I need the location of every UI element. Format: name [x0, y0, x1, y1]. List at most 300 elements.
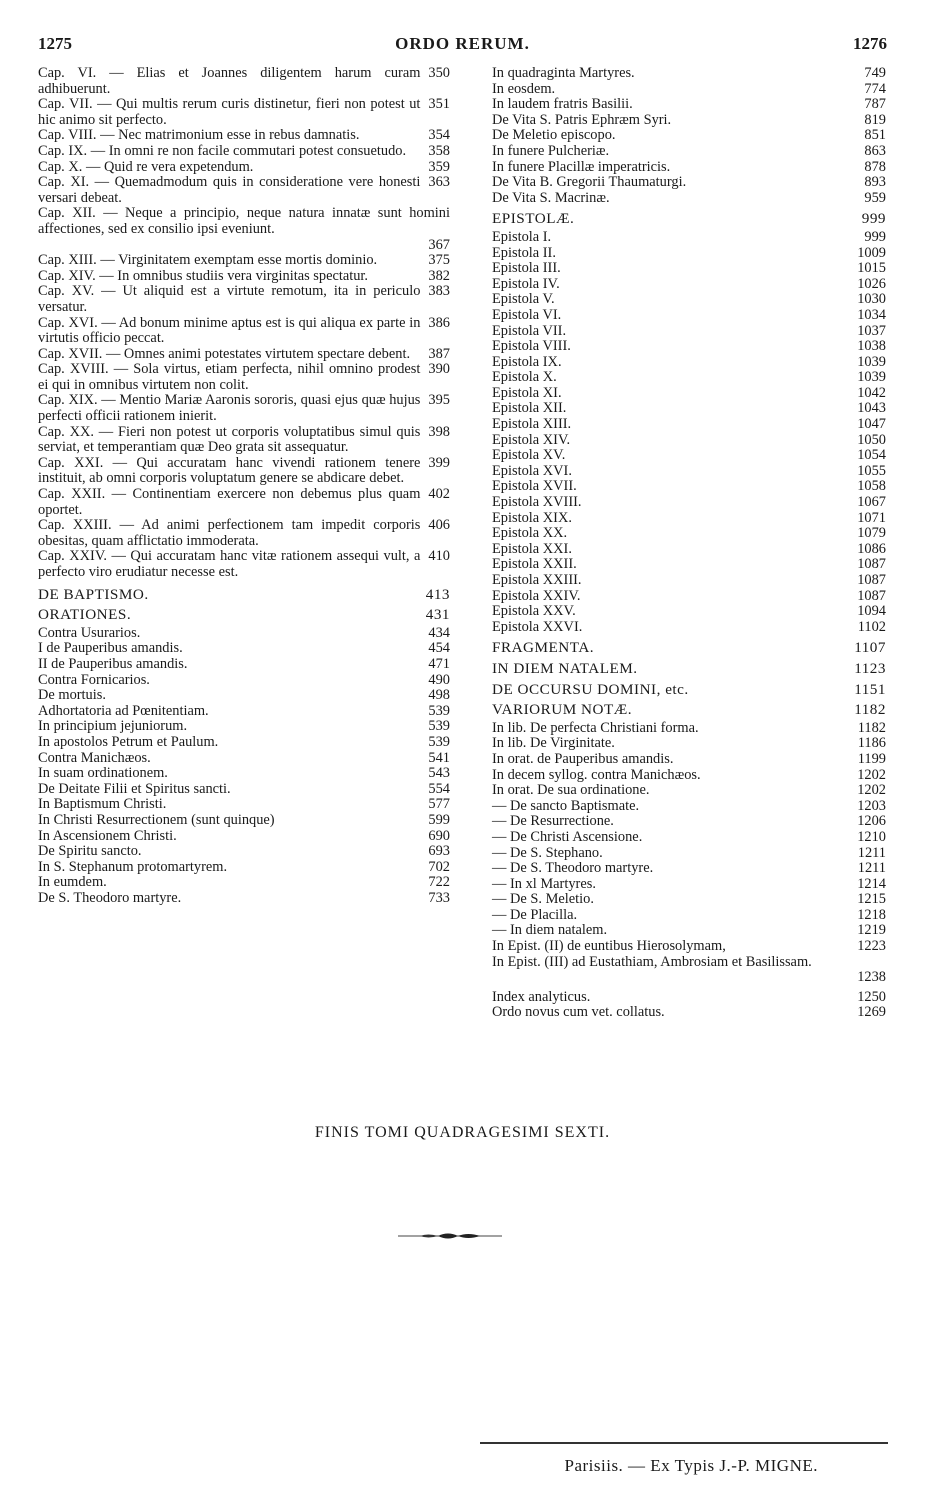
- entry-page: 539: [428, 718, 450, 735]
- entry-page: 498: [428, 687, 450, 704]
- list-item: [492, 261, 886, 277]
- entry-title: Cap. XI. — Quemadmodum quis in consideratione vere honesti versari debeat.: [38, 174, 421, 206]
- entry-title: Ordo novus cum vet. collatus.: [492, 1004, 665, 1021]
- list-item: [38, 844, 450, 860]
- entry-title: Epistola XVII.: [492, 478, 577, 495]
- entry-title: Epistola III.: [492, 260, 561, 277]
- right-sections: [492, 640, 886, 717]
- entry-page: 351: [428, 96, 450, 113]
- entry-page: 1039: [857, 353, 886, 370]
- list-item: [38, 719, 450, 735]
- entry-page: 599: [428, 811, 450, 828]
- entry-page: 819: [864, 111, 886, 128]
- section-page: 1107: [854, 639, 886, 657]
- list-item: [492, 721, 886, 737]
- list-item: [38, 673, 450, 689]
- list-item: [492, 736, 886, 752]
- entry-page: 383: [428, 283, 450, 300]
- list-item: [492, 230, 886, 246]
- entry-page: 1094: [857, 603, 886, 620]
- entry-title: In suam ordinationem.: [38, 765, 168, 782]
- list-item: [492, 113, 886, 129]
- footer-rule: [480, 1442, 888, 1444]
- entry-title: Epistola VIII.: [492, 338, 571, 355]
- list-item: [492, 66, 886, 82]
- list-item: [492, 939, 886, 955]
- indices-list: [492, 990, 886, 1021]
- entry-title: Epistola X.: [492, 369, 557, 386]
- entry-title: Cap. XVIII. — Sola virtus, etiam perfecta, nihil omnino prodest ei qui in omnibus virtutem non colit.: [38, 361, 421, 393]
- list-item: [38, 269, 450, 285]
- list-item: [492, 814, 886, 830]
- section-heading-epistolae: [492, 211, 886, 227]
- entry-page: 733: [428, 889, 450, 906]
- entry-page: 395: [428, 392, 450, 409]
- section-title: EPISTOLÆ.: [492, 210, 575, 228]
- entry-title: In funere Pulcheriæ.: [492, 142, 610, 159]
- entry-title: In principium jejuniorum.: [38, 718, 188, 735]
- entry-title: Contra Fornicarios.: [38, 671, 150, 688]
- entry-page: 1055: [857, 462, 886, 479]
- entry-title: Epistola XXIV.: [492, 587, 581, 604]
- entry-title: Cap. XXIV. — Qui accuratam hanc vitæ rationem assequi vult, a perfecto viro erudiatur necesse est.: [38, 548, 421, 580]
- entry-page: 1211: [857, 860, 886, 877]
- notae-list: [492, 721, 886, 986]
- list-item: [38, 688, 450, 704]
- list-item: [492, 82, 886, 98]
- entry-page: 1199: [857, 750, 886, 767]
- entry-title: Cap. VII. — Qui multis rerum curis distinetur, fieri non potest ut hic animo sit perfecto.: [38, 96, 421, 128]
- entry-page: 774: [864, 80, 886, 97]
- entry-title: In Epist. (II) de euntibus Hierosolymam,: [492, 938, 726, 955]
- entry-page: 375: [428, 252, 450, 269]
- list-item: [38, 657, 450, 673]
- entry-title: — De Placilla.: [492, 906, 578, 923]
- entry-page: 1050: [857, 431, 886, 448]
- entry-title: In eumdem.: [38, 874, 107, 891]
- entry-page: 382: [428, 267, 450, 284]
- entry-page: 999: [864, 228, 886, 245]
- section-title: DE BAPTISMO.: [38, 585, 149, 603]
- list-item: [492, 511, 886, 527]
- entry-title: I de Pauperibus amandis.: [38, 640, 183, 657]
- entry-title: Cap. XII. — Neque a principio, neque natura innatæ sunt homini affectiones, sed ex consilio ipsi eveniunt.: [38, 205, 450, 237]
- entry-title: — De Christi Ascensione.: [492, 828, 643, 845]
- section-page: 1182: [854, 701, 886, 719]
- entry-title: Contra Manichæos.: [38, 749, 151, 766]
- list-item: [38, 735, 450, 751]
- page-title: ORDO RERUM.: [395, 34, 530, 53]
- list-item: [38, 66, 450, 97]
- entry-title: In Epist. (III) ad Eustathiam, Ambrosiam et Basilissam.: [492, 953, 812, 970]
- list-item: [492, 557, 886, 573]
- list-item: [492, 479, 886, 495]
- list-item: [492, 877, 886, 893]
- entry-title: — De Resurrectione.: [492, 813, 614, 830]
- list-item: [38, 393, 450, 424]
- entry-page: 690: [428, 827, 450, 844]
- list-item: [492, 846, 886, 862]
- section-page: 1151: [854, 680, 886, 698]
- entry-title: In quadraginta Martyres.: [492, 65, 635, 81]
- list-item: [38, 128, 450, 144]
- list-item: [38, 891, 450, 907]
- list-item: [492, 573, 886, 589]
- entry-title: Cap. XXI. — Qui accuratam hanc vivendi rationem tenere instituit, ab omni corporis voluptatum genere se abdicare debet.: [38, 454, 421, 487]
- entry-title: Epistola XXVI.: [492, 618, 583, 635]
- entry-page: 1054: [857, 447, 886, 464]
- entry-page: 1102: [857, 618, 886, 635]
- list-item: [38, 860, 450, 876]
- entry-page: 539: [428, 733, 450, 750]
- entry-page: 1058: [857, 478, 886, 495]
- list-item: [38, 160, 450, 176]
- list-item: [492, 923, 886, 939]
- entry-title: — De sancto Baptismate.: [492, 797, 640, 814]
- entry-title: In laudem fratris Basilii.: [492, 96, 633, 113]
- list-item: [492, 542, 886, 558]
- entry-title: De Vita B. Gregorii Thaumaturgi.: [492, 174, 687, 191]
- list-item: [492, 246, 886, 262]
- entry-page: 1215: [857, 891, 886, 908]
- entry-page: 878: [864, 158, 886, 175]
- list-item: [492, 160, 886, 176]
- entry-title: In funere Placillæ imperatricis.: [492, 158, 671, 175]
- list-item: [38, 626, 450, 642]
- entry-page: 539: [428, 702, 450, 719]
- entry-page: 1211: [857, 844, 886, 861]
- entry-title: Cap. IX. — In omni re non facile commutari potest consuetudo.: [38, 142, 407, 159]
- list-item: [38, 284, 450, 315]
- entry-title: Cap. X. — Quid re vera expetendum.: [38, 158, 254, 175]
- entry-page: 1037: [857, 322, 886, 339]
- section-heading-orationes: [38, 607, 450, 623]
- entry-title: Epistola IV.: [492, 275, 560, 292]
- entry-title: Epistola II.: [492, 244, 556, 261]
- entry-page: 354: [428, 127, 450, 144]
- list-item: [492, 401, 886, 417]
- entry-page: 358: [428, 142, 450, 159]
- entry-page: 702: [428, 858, 450, 875]
- right-page-number: 1276: [853, 34, 887, 53]
- entry-title: Cap. XXII. — Continentiam exercere non debemus plus quam oportet.: [38, 486, 421, 518]
- right-column: [492, 66, 886, 1021]
- list-item: [492, 620, 886, 636]
- entry-page: 1238: [857, 969, 886, 986]
- entry-page: 1071: [857, 509, 886, 526]
- entry-page: 398: [428, 423, 450, 440]
- entry-page: 1206: [857, 813, 886, 830]
- list-item: [38, 751, 450, 767]
- orationes-continued-list: [492, 66, 886, 206]
- entry-title: De Vita S. Macrinæ.: [492, 189, 610, 206]
- entry-page: 693: [428, 843, 450, 860]
- entry-title: In Christi Resurrectionem (sunt quinque): [38, 811, 275, 828]
- list-item: [492, 292, 886, 308]
- entry-title: — De S. Stephano.: [492, 844, 603, 861]
- entry-page: 543: [428, 765, 450, 782]
- section-heading: [492, 702, 886, 718]
- entry-page: 1203: [857, 797, 886, 814]
- list-item: [38, 797, 450, 813]
- entry-title: Adhortatoria ad Pœnitentiam.: [38, 702, 209, 719]
- list-item: [492, 892, 886, 908]
- entry-page: 359: [428, 158, 450, 175]
- entry-title: Cap. XVII. — Omnes animi potestates virtutem spectare debent.: [38, 345, 411, 362]
- list-item: [492, 752, 886, 768]
- entry-page: 1009: [857, 244, 886, 261]
- entry-title: Epistola XII.: [492, 400, 567, 417]
- list-item: [38, 175, 450, 206]
- entry-title: Epistola V.: [492, 291, 555, 308]
- entry-page: 1079: [857, 525, 886, 542]
- entry-title: — De S. Meletio.: [492, 891, 594, 908]
- entry-title: Contra Usurarios.: [38, 624, 141, 641]
- entry-title: Epistola VI.: [492, 306, 562, 323]
- list-item: [38, 875, 450, 891]
- entry-page: 1087: [857, 556, 886, 573]
- entry-page: 1026: [857, 275, 886, 292]
- section-heading-de-baptismo: [38, 587, 450, 603]
- entry-title: — De S. Theodoro martyre.: [492, 860, 654, 877]
- entry-title: De Vita S. Patris Ephræm Syri.: [492, 111, 672, 128]
- list-item: [38, 425, 450, 456]
- entry-page: 1042: [857, 384, 886, 401]
- list-item: [38, 97, 450, 128]
- entry-title: In Baptismum Christi.: [38, 796, 167, 813]
- entry-page: 959: [864, 189, 886, 206]
- ornament-divider: [398, 1230, 502, 1242]
- section-title: FRAGMENTA.: [492, 639, 595, 657]
- list-item: [38, 487, 450, 518]
- list-item: [492, 417, 886, 433]
- list-item: [492, 1005, 886, 1021]
- entry-title: In S. Stephanum protomartyrem.: [38, 858, 228, 875]
- entry-title: In apostolos Petrum et Paulum.: [38, 733, 219, 750]
- list-item: [492, 355, 886, 371]
- entry-title: Cap. XIX. — Mentio Mariæ Aaronis sororis, quasi ejus quæ hujus perfecti officii rationem inierit.: [38, 392, 421, 425]
- list-item: [492, 308, 886, 324]
- section-title: ORATIONES.: [38, 606, 132, 624]
- entry-page: 1043: [857, 400, 886, 417]
- entry-title: In lib. De perfecta Christiani forma.: [492, 719, 699, 736]
- entry-title: Cap. VIII. — Nec matrimonium esse in rebus damnatis.: [38, 127, 360, 144]
- list-item: [38, 704, 450, 720]
- entry-title: Epistola XIV.: [492, 431, 571, 448]
- list-item: [38, 829, 450, 845]
- entry-page: 1039: [857, 369, 886, 386]
- entry-title: — In diem natalem.: [492, 922, 608, 939]
- list-item: [38, 362, 450, 393]
- entry-page: 410: [428, 548, 450, 565]
- entry-title: In orat. De sua ordinatione.: [492, 782, 650, 799]
- entry-title: Epistola VII.: [492, 322, 567, 339]
- entry-page: 1269: [857, 1004, 886, 1021]
- list-item: [492, 783, 886, 799]
- list-item: [492, 908, 886, 924]
- entry-page: 541: [428, 749, 450, 766]
- entry-page: 1202: [857, 782, 886, 799]
- entry-title: Epistola XXI.: [492, 540, 572, 557]
- list-item: [492, 191, 886, 207]
- list-item: [492, 144, 886, 160]
- entry-page: 387: [428, 345, 450, 362]
- entry-page: 434: [428, 624, 450, 641]
- list-item: [492, 175, 886, 191]
- entry-page: 1086: [857, 540, 886, 557]
- entry-page: 851: [864, 127, 886, 144]
- orationes-list: [38, 626, 450, 907]
- entry-page: 1202: [857, 766, 886, 783]
- list-item: [492, 277, 886, 293]
- entry-page: 1250: [857, 988, 886, 1005]
- entry-title: Cap. XIV. — In omnibus studiis vera virginitas spectatur.: [38, 267, 369, 284]
- left-column: [38, 66, 450, 906]
- list-item: [38, 253, 450, 269]
- entry-title: In orat. de Pauperibus amandis.: [492, 750, 674, 767]
- entry-page: 722: [428, 874, 450, 891]
- list-item: [492, 128, 886, 144]
- section-page: 1123: [854, 659, 886, 677]
- entry-page: 1047: [857, 416, 886, 433]
- entry-page: 399: [428, 454, 450, 471]
- entry-title: In lib. De Virginitate.: [492, 735, 615, 752]
- entry-page: 386: [428, 314, 450, 331]
- section-heading: [492, 640, 886, 656]
- entry-page: 402: [428, 486, 450, 503]
- entry-page: 577: [428, 796, 450, 813]
- entry-title: In eosdem.: [492, 80, 556, 97]
- section-heading: [492, 661, 886, 677]
- running-header: [38, 34, 887, 58]
- entry-page: 1182: [857, 719, 886, 736]
- list-item: [492, 768, 886, 784]
- entry-page: 367: [428, 236, 450, 253]
- entry-title: In Ascensionem Christi.: [38, 827, 177, 844]
- entry-page: 1038: [857, 338, 886, 355]
- chapter-list: [38, 66, 450, 581]
- entry-title: Epistola XIII.: [492, 416, 572, 433]
- list-item: [492, 386, 886, 402]
- imprint: Parisiis. — Ex Typis J.-P. MIGNE.: [564, 1456, 818, 1475]
- entry-page: 1034: [857, 306, 886, 323]
- entry-page: 749: [864, 65, 886, 81]
- list-item: [38, 347, 450, 363]
- entry-page: 554: [428, 780, 450, 797]
- entry-page: 1186: [857, 735, 886, 752]
- entry-title: Index analyticus.: [492, 988, 591, 1005]
- entry-page: 1219: [857, 922, 886, 939]
- entry-page: 1223: [857, 938, 886, 955]
- entry-title: Cap. XVI. — Ad bonum minime aptus est is qui aliqua ex parte in virtutis officio peccat.: [38, 314, 421, 347]
- entry-title: In decem syllog. contra Manichæos.: [492, 766, 701, 783]
- entry-page: 1214: [857, 875, 886, 892]
- section-title: VARIORUM NOTÆ.: [492, 701, 633, 719]
- list-item: [492, 830, 886, 846]
- list-item: [38, 813, 450, 829]
- entry-title: — In xl Martyres.: [492, 875, 596, 892]
- entry-title: Epistola XIX.: [492, 509, 572, 526]
- entry-title: Cap. XIII. — Virginitatem exemptam esse mortis dominio.: [38, 252, 378, 269]
- entry-page: 1030: [857, 291, 886, 308]
- list-item: [492, 324, 886, 340]
- section-heading: [492, 682, 886, 698]
- list-item: [492, 448, 886, 464]
- list-item: [492, 990, 886, 1006]
- entry-title: De S. Theodoro martyre.: [38, 889, 182, 906]
- entry-page: 454: [428, 640, 450, 657]
- list-item: [38, 316, 450, 347]
- entry-title: Epistola XV.: [492, 447, 566, 464]
- list-item: [492, 589, 886, 605]
- list-item: [38, 766, 450, 782]
- section-title: DE OCCURSU DOMINI, etc.: [492, 680, 689, 698]
- list-item: [492, 495, 886, 511]
- list-item: [492, 97, 886, 113]
- section-page: 413: [425, 585, 450, 603]
- list-item: [38, 641, 450, 657]
- entry-page: 1015: [857, 260, 886, 277]
- list-item: [492, 464, 886, 480]
- epistolae-list: [492, 230, 886, 635]
- entry-page: 1087: [857, 587, 886, 604]
- entry-page: 1218: [857, 906, 886, 923]
- entry-title: Epistola IX.: [492, 353, 562, 370]
- left-page-number: 1275: [38, 34, 72, 53]
- entry-title: Cap. XXIII. — Ad animi perfectionem tam impedit corporis obesitas, quam afflictatio immoderata.: [38, 517, 421, 549]
- entry-page: 363: [428, 174, 450, 191]
- entry-title: Epistola XXIII.: [492, 572, 582, 588]
- list-item: [492, 799, 886, 815]
- list-item: [492, 604, 886, 620]
- entry-page: 787: [864, 96, 886, 113]
- section-page: 999: [861, 210, 886, 228]
- section-title: IN DIEM NATALEM.: [492, 659, 638, 677]
- entry-title: Cap. XX. — Fieri non potest ut corporis voluptatibus simul quis serviat, et temperantiam quæ Deo grata sit assequatur.: [38, 423, 421, 456]
- list-item: [38, 782, 450, 798]
- list-item: [492, 955, 886, 986]
- entry-title: Epistola XI.: [492, 384, 562, 401]
- entry-page: 1067: [857, 494, 886, 511]
- entry-title: De Spiritu sancto.: [38, 843, 142, 860]
- entry-page: 1087: [857, 572, 886, 588]
- list-item: [492, 339, 886, 355]
- entry-title: De Meletio episcopo.: [492, 127, 616, 144]
- entry-page: 350: [428, 65, 450, 81]
- entry-title: De Deitate Filii et Spiritus sancti.: [38, 780, 231, 797]
- list-item: [492, 526, 886, 542]
- list-item: [38, 144, 450, 160]
- list-item: [492, 861, 886, 877]
- entry-title: De mortuis.: [38, 687, 106, 704]
- list-item: [492, 370, 886, 386]
- list-item: [38, 206, 450, 253]
- entry-page: 863: [864, 142, 886, 159]
- section-page: 431: [425, 606, 450, 624]
- entry-title: Epistola XX.: [492, 525, 568, 542]
- entry-title: Epistola I.: [492, 228, 552, 245]
- entry-page: 490: [428, 671, 450, 688]
- entry-page: 390: [428, 361, 450, 378]
- entry-title: Epistola XVI.: [492, 462, 572, 479]
- entry-title: Epistola XXV.: [492, 603, 576, 620]
- finis-line: FINIS TOMI QUADRAGESIMI SEXTI.: [314, 1124, 611, 1141]
- entry-page: 1210: [857, 828, 886, 845]
- list-item: [38, 456, 450, 487]
- entry-title: Cap. XV. — Ut aliquid est a virtute remotum, ita in periculo versatur.: [38, 283, 421, 315]
- entry-title: Epistola XXII.: [492, 556, 577, 573]
- list-item: [38, 549, 450, 580]
